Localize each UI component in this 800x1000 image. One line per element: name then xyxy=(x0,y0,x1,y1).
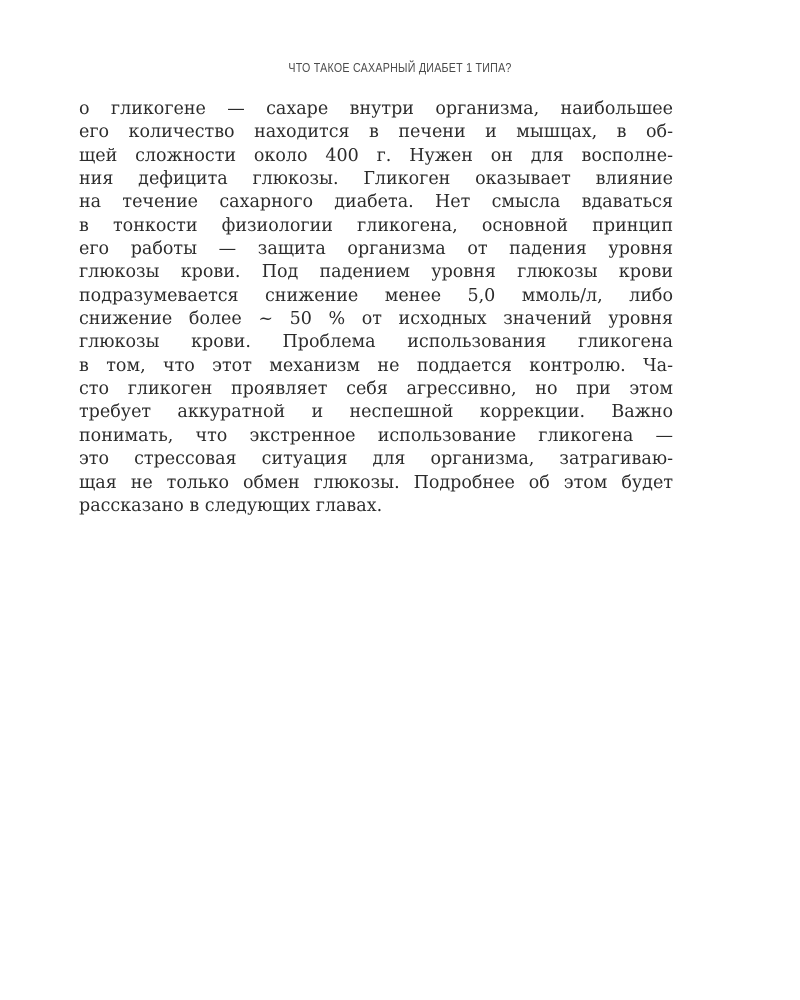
text-line: подразумевается снижение менее 5,0 ммоль/л, либо xyxy=(79,285,673,306)
text-line: сто гликоген проявляет себя агрессивно, но при этом xyxy=(79,379,673,400)
text-line: его количество находится в печени и мышцах, в об- xyxy=(79,122,673,143)
text-line: рассказано в следующих главах. xyxy=(79,495,383,516)
running-header: ЧТО ТАКОЕ САХАРНЫЙ ДИАБЕТ 1 ТИПА? xyxy=(288,60,512,75)
text-line: его работы — защита организма от падения уровня xyxy=(79,239,673,260)
text-line: глюкозы крови. Проблема использования гликогена xyxy=(79,332,673,353)
text-line: щая не только обмен глюкозы. Подробнее об этом будет xyxy=(79,472,673,493)
text-line: в том, что этот механизм не поддается контролю. Ча- xyxy=(79,355,673,376)
text-line: на течение сахарного диабета. Нет смысла вдаваться xyxy=(79,192,673,213)
text-line: требует аккуратной и неспешной коррекции. Важно xyxy=(79,402,673,423)
text-line: снижение более ~ 50 % от исходных значений уровня xyxy=(79,309,673,330)
text-line: в тонкости физиологии гликогена, основной принцип xyxy=(79,215,673,236)
text-line: это стрессовая ситуация для организма, затрагиваю- xyxy=(79,449,673,470)
text-line: щей сложности около 400 г. Нужен он для восполне- xyxy=(79,145,673,166)
text-line: о гликогене — сахаре внутри организма, наибольшее xyxy=(79,99,673,119)
text-line: ния дефицита глюкозы. Гликоген оказывает влияние xyxy=(79,169,673,190)
text-line: понимать, что экстренное использование гликогена — xyxy=(79,425,673,446)
body-paragraph xyxy=(79,98,673,518)
text-line: глюкозы крови. Под падением уровня глюкозы крови xyxy=(79,262,673,283)
